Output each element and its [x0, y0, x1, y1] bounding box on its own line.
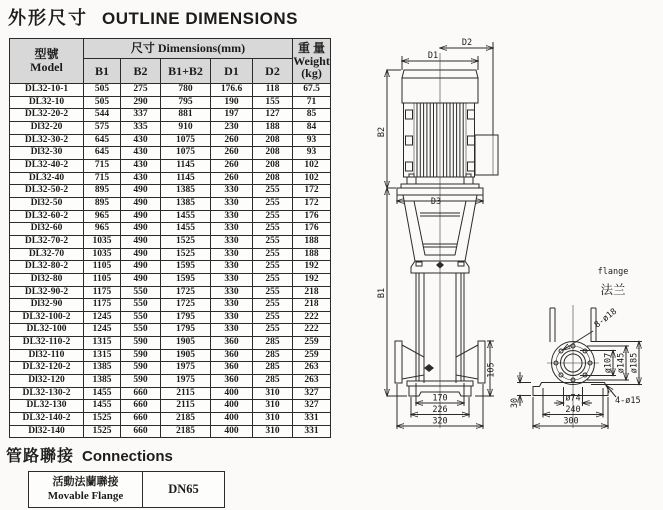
value-cell: 330: [211, 273, 253, 286]
table-row: [10, 286, 331, 299]
value-cell: 1145: [161, 172, 211, 185]
model-cell: DL32-120-2: [10, 362, 84, 375]
value-cell: 490: [121, 273, 161, 286]
value-cell: 255: [253, 286, 293, 299]
model-cell: DL32-100-2: [10, 311, 84, 324]
model-cell: Dl32-110: [10, 349, 84, 362]
dimensions-table-header: [10, 39, 331, 84]
value-cell: 260: [211, 134, 253, 147]
flange-dimension-annotations: [510, 307, 642, 429]
value-cell: 260: [211, 147, 253, 160]
value-cell: 285: [253, 362, 293, 375]
value-cell: 550: [121, 299, 161, 312]
value-cell: 590: [121, 349, 161, 362]
value-cell: 260: [211, 172, 253, 185]
dim-label-dia107: ø107: [603, 352, 614, 374]
flange-label-english: flange: [597, 267, 629, 277]
value-cell: 1385: [161, 197, 211, 210]
value-cell: 285: [253, 375, 293, 388]
value-cell: 1175: [84, 286, 121, 299]
weight-header-cn: 重 量: [298, 41, 326, 56]
value-cell: 660: [121, 425, 161, 438]
value-cell: 285: [253, 337, 293, 350]
col-header-b2: B2: [121, 59, 161, 84]
value-cell: 1455: [84, 387, 121, 400]
table-row: [10, 413, 331, 426]
dim-label-d3: D3: [430, 197, 442, 207]
dimensions-table-body: [10, 84, 331, 438]
value-cell: 310: [253, 400, 293, 413]
value-cell: 2115: [161, 387, 211, 400]
value-cell: 208: [253, 172, 293, 185]
value-cell: 544: [84, 109, 121, 122]
model-cell: DL32-30-2: [10, 134, 84, 147]
value-cell: 263: [293, 362, 331, 375]
value-cell: 1975: [161, 362, 211, 375]
value-cell: 490: [121, 248, 161, 261]
value-cell: 310: [253, 425, 293, 438]
value-cell: 330: [211, 185, 253, 198]
col-header-d2: D2: [253, 59, 293, 84]
value-cell: 1525: [161, 248, 211, 261]
value-cell: 360: [211, 375, 253, 388]
value-cell: 84: [293, 121, 331, 134]
value-cell: 1075: [161, 134, 211, 147]
table-row: [10, 159, 331, 172]
value-cell: 188: [253, 121, 293, 134]
connections-heading-english: Connections: [82, 448, 173, 465]
value-cell: 660: [121, 387, 161, 400]
table-row: [10, 375, 331, 388]
table-row: [10, 261, 331, 274]
value-cell: 263: [293, 375, 331, 388]
value-cell: 1385: [84, 375, 121, 388]
value-cell: 330: [211, 261, 253, 274]
table-row: [10, 273, 331, 286]
value-cell: 71: [293, 96, 331, 109]
dim-label-8-dia18: 8-ø18: [592, 306, 620, 331]
model-cell: Dl32-140: [10, 425, 84, 438]
value-cell: 490: [121, 210, 161, 223]
table-row: [10, 349, 331, 362]
page-title-english: OUTLINE DIMENSIONS: [102, 9, 299, 28]
value-cell: 360: [211, 349, 253, 362]
value-cell: 1315: [84, 349, 121, 362]
value-cell: 330: [211, 324, 253, 337]
value-cell: 327: [293, 400, 331, 413]
value-cell: 176: [293, 223, 331, 236]
value-cell: 1075: [161, 147, 211, 160]
model-cell: Dl32-60: [10, 223, 84, 236]
value-cell: 590: [121, 362, 161, 375]
table-row: [10, 235, 331, 248]
value-cell: 660: [121, 400, 161, 413]
connection-size-cell: DN65: [143, 472, 225, 508]
value-cell: 795: [161, 96, 211, 109]
value-cell: 1105: [84, 273, 121, 286]
value-cell: 645: [84, 147, 121, 160]
value-cell: 259: [293, 337, 331, 350]
value-cell: 715: [84, 172, 121, 185]
value-cell: 327: [293, 387, 331, 400]
value-cell: 1175: [84, 299, 121, 312]
model-cell: Dl32-90: [10, 299, 84, 312]
connections-row: [29, 472, 225, 508]
drain-plug-mark: [424, 364, 434, 372]
value-cell: 188: [293, 235, 331, 248]
value-cell: 330: [211, 235, 253, 248]
model-cell: DL32-130: [10, 400, 84, 413]
value-cell: 881: [161, 109, 211, 122]
weight-column-header: [293, 39, 331, 84]
value-cell: 255: [253, 235, 293, 248]
table-row: [10, 299, 331, 312]
dim-label-dia145: ø145: [616, 352, 627, 374]
value-cell: 965: [84, 223, 121, 236]
value-cell: 780: [161, 84, 211, 97]
table-row: [10, 96, 331, 109]
value-cell: 192: [293, 261, 331, 274]
model-header-cn: 型號: [34, 47, 59, 62]
value-cell: 190: [211, 96, 253, 109]
value-cell: 208: [253, 147, 293, 160]
value-cell: 490: [121, 261, 161, 274]
value-cell: 85: [293, 109, 331, 122]
dim-label-4-dia15: 4-ø15: [615, 396, 641, 406]
value-cell: 335: [121, 121, 161, 134]
value-cell: 1245: [84, 324, 121, 337]
value-cell: 2115: [161, 400, 211, 413]
value-cell: 1455: [161, 223, 211, 236]
value-cell: 176: [293, 210, 331, 223]
value-cell: 208: [253, 134, 293, 147]
value-cell: 430: [121, 134, 161, 147]
value-cell: 1455: [161, 210, 211, 223]
table-row: [10, 362, 331, 375]
value-cell: 400: [211, 387, 253, 400]
value-cell: 208: [253, 159, 293, 172]
table-row: [10, 248, 331, 261]
value-cell: 290: [121, 96, 161, 109]
weight-header-unit: (kg): [301, 66, 322, 81]
model-cell: Dl32-80: [10, 273, 84, 286]
value-cell: 260: [211, 159, 253, 172]
value-cell: 67.5: [293, 84, 331, 97]
connections-heading-chinese: 管路聯接: [6, 448, 75, 465]
dim-label-320: 320: [432, 416, 448, 427]
value-cell: 910: [161, 121, 211, 134]
table-row: [10, 387, 331, 400]
model-cell: Dl32-20: [10, 121, 84, 134]
pump-outline-drawing: [335, 25, 663, 447]
dim-label-b1: B1: [377, 287, 387, 299]
value-cell: 197: [211, 109, 253, 122]
value-cell: 330: [211, 223, 253, 236]
model-cell: DL32-110-2: [10, 337, 84, 350]
model-cell: Dl32-120: [10, 375, 84, 388]
value-cell: 1525: [161, 235, 211, 248]
value-cell: 1725: [161, 299, 211, 312]
value-cell: 575: [84, 121, 121, 134]
model-cell: DL32-50-2: [10, 185, 84, 198]
model-cell: DL32-60-2: [10, 210, 84, 223]
value-cell: 255: [253, 311, 293, 324]
value-cell: 255: [253, 210, 293, 223]
dim-label-dia185: ø185: [629, 352, 640, 374]
dim-label-170: 170: [432, 393, 448, 404]
model-cell: DL32-130-2: [10, 387, 84, 400]
value-cell: 127: [253, 109, 293, 122]
value-cell: 1525: [84, 413, 121, 426]
value-cell: 331: [293, 425, 331, 438]
model-cell: DL32-20-2: [10, 109, 84, 122]
value-cell: 505: [84, 84, 121, 97]
pump-elevation-view: [395, 53, 498, 428]
dim-label-226: 226: [432, 405, 448, 415]
value-cell: 2185: [161, 425, 211, 438]
connection-type-cn: 活動法蘭聯接: [52, 476, 119, 489]
value-cell: 895: [84, 197, 121, 210]
value-cell: 337: [121, 109, 161, 122]
table-row: [10, 109, 331, 122]
value-cell: 505: [84, 96, 121, 109]
col-header-b1: B1: [84, 59, 121, 84]
value-cell: 330: [211, 311, 253, 324]
value-cell: 259: [293, 349, 331, 362]
value-cell: 965: [84, 210, 121, 223]
value-cell: 1245: [84, 311, 121, 324]
value-cell: 230: [211, 121, 253, 134]
value-cell: 490: [121, 185, 161, 198]
weight-header-en: Weight: [293, 53, 330, 68]
value-cell: 660: [121, 413, 161, 426]
value-cell: 1385: [161, 185, 211, 198]
model-cell: DL32-70: [10, 248, 84, 261]
value-cell: 1315: [84, 337, 121, 350]
dim-label-d2: D2: [461, 38, 473, 48]
value-cell: 102: [293, 159, 331, 172]
table-row: [10, 197, 331, 210]
value-cell: 490: [121, 235, 161, 248]
model-cell: DL32-40-2: [10, 159, 84, 172]
value-cell: 550: [121, 324, 161, 337]
value-cell: 255: [253, 324, 293, 337]
value-cell: 255: [253, 185, 293, 198]
value-cell: 1595: [161, 261, 211, 274]
dim-label-d1: D1: [427, 51, 439, 61]
model-cell: DL32-90-2: [10, 286, 84, 299]
col-header-b1b2: B1+B2: [161, 59, 211, 84]
value-cell: 255: [253, 197, 293, 210]
value-cell: 255: [253, 248, 293, 261]
value-cell: 2185: [161, 413, 211, 426]
value-cell: 1795: [161, 324, 211, 337]
value-cell: 188: [293, 248, 331, 261]
value-cell: 1035: [84, 248, 121, 261]
table-row: [10, 324, 331, 337]
value-cell: 255: [253, 223, 293, 236]
motor-terminal-box: [475, 135, 498, 175]
suction-flange: [395, 341, 424, 383]
value-cell: 1455: [84, 400, 121, 413]
value-cell: 490: [121, 197, 161, 210]
value-cell: 1905: [161, 349, 211, 362]
flange-label-chinese: 法兰: [600, 283, 626, 297]
connection-type-cell: [29, 472, 143, 508]
value-cell: 490: [121, 223, 161, 236]
value-cell: 255: [253, 273, 293, 286]
value-cell: 176.6: [211, 84, 253, 97]
value-cell: 255: [253, 299, 293, 312]
model-header-en: Model: [30, 60, 63, 74]
value-cell: 93: [293, 147, 331, 160]
value-cell: 430: [121, 147, 161, 160]
table-row: [10, 223, 331, 236]
connection-type-en: Movable Flange: [47, 489, 124, 502]
value-cell: 102: [293, 172, 331, 185]
value-cell: 172: [293, 197, 331, 210]
table-row: [10, 147, 331, 160]
value-cell: 310: [253, 413, 293, 426]
value-cell: 192: [293, 273, 331, 286]
value-cell: 218: [293, 299, 331, 312]
value-cell: 330: [211, 248, 253, 261]
value-cell: 331: [293, 413, 331, 426]
value-cell: 1525: [84, 425, 121, 438]
model-column-header: [10, 39, 84, 84]
value-cell: 1145: [161, 159, 211, 172]
value-cell: 360: [211, 362, 253, 375]
value-cell: 222: [293, 311, 331, 324]
value-cell: 285: [253, 349, 293, 362]
table-row: [10, 134, 331, 147]
value-cell: 155: [253, 96, 293, 109]
model-cell: DL32-80-2: [10, 261, 84, 274]
value-cell: 590: [121, 375, 161, 388]
dim-label-105: 105: [486, 362, 497, 378]
value-cell: 310: [253, 387, 293, 400]
model-cell: DL32-10: [10, 96, 84, 109]
table-row: [10, 425, 331, 438]
col-header-d1: D1: [211, 59, 253, 84]
value-cell: 222: [293, 324, 331, 337]
table-row: [10, 400, 331, 413]
connections-heading: [6, 443, 173, 466]
dim-label-dia74: ø74: [565, 393, 581, 404]
discharge-flange: [456, 341, 485, 383]
value-cell: 1795: [161, 311, 211, 324]
value-cell: 93: [293, 134, 331, 147]
value-cell: 330: [211, 299, 253, 312]
value-cell: 895: [84, 185, 121, 198]
value-cell: 330: [211, 210, 253, 223]
value-cell: 715: [84, 159, 121, 172]
dim-label-300: 300: [563, 416, 579, 427]
dimensions-table: [9, 38, 331, 438]
value-cell: 118: [253, 84, 293, 97]
value-cell: 1725: [161, 286, 211, 299]
value-cell: 430: [121, 159, 161, 172]
value-cell: 400: [211, 400, 253, 413]
table-row: [10, 337, 331, 350]
value-cell: 360: [211, 337, 253, 350]
table-row: [10, 210, 331, 223]
dimensions-group-header: 尺寸 Dimensions(mm): [84, 39, 293, 59]
table-row: [10, 185, 331, 198]
value-cell: 330: [211, 286, 253, 299]
value-cell: 430: [121, 172, 161, 185]
dim-label-30: 30: [510, 397, 520, 409]
table-row: [10, 121, 331, 134]
table-row: [10, 172, 331, 185]
page-title-chinese: 外形尺寸: [8, 8, 88, 28]
value-cell: 330: [211, 197, 253, 210]
value-cell: 172: [293, 185, 331, 198]
value-cell: 218: [293, 286, 331, 299]
model-cell: Dl32-30: [10, 147, 84, 160]
page-title: [8, 4, 298, 30]
model-cell: DL32-40: [10, 172, 84, 185]
value-cell: 400: [211, 413, 253, 426]
model-cell: DL32-140-2: [10, 413, 84, 426]
value-cell: 1905: [161, 337, 211, 350]
connections-table: [28, 471, 225, 508]
table-row: [10, 311, 331, 324]
value-cell: 255: [253, 261, 293, 274]
value-cell: 1975: [161, 375, 211, 388]
model-cell: DL32-10-1: [10, 84, 84, 97]
value-cell: 645: [84, 134, 121, 147]
table-row: [10, 84, 331, 97]
model-cell: Dl32-50: [10, 197, 84, 210]
dim-label-240: 240: [565, 405, 581, 415]
value-cell: 1595: [161, 273, 211, 286]
value-cell: 400: [211, 425, 253, 438]
value-cell: 590: [121, 337, 161, 350]
model-cell: DL32-100: [10, 324, 84, 337]
dim-label-b2: B2: [377, 126, 387, 138]
value-cell: 550: [121, 311, 161, 324]
value-cell: 1385: [84, 362, 121, 375]
value-cell: 1105: [84, 261, 121, 274]
value-cell: 1035: [84, 235, 121, 248]
model-cell: DL32-70-2: [10, 235, 84, 248]
value-cell: 275: [121, 84, 161, 97]
value-cell: 550: [121, 286, 161, 299]
